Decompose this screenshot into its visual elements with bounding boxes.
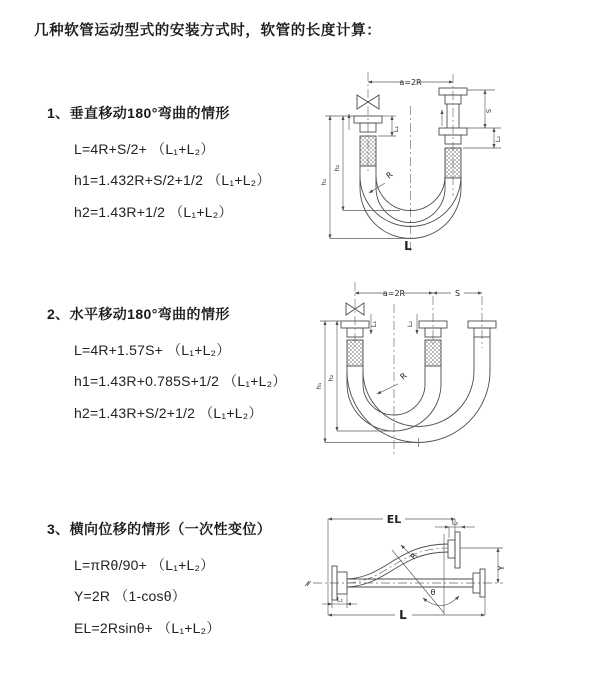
angle-arc <box>423 596 459 606</box>
dim-label-theta: θ <box>430 588 436 597</box>
reference-line <box>392 550 444 613</box>
dim-label-h2: h₂ <box>327 374 335 382</box>
dim-label-l1: L₁ <box>392 125 400 133</box>
dim-label-l: L <box>399 608 407 622</box>
page-title: 几种软管运动型式的安装方式时，软管的长度计算： <box>34 23 382 39</box>
dim-label-h2: h₂ <box>333 164 341 172</box>
dim-label-h1: h₁ <box>315 382 323 390</box>
break-mark <box>305 581 311 586</box>
dim-label-r: R <box>384 170 395 181</box>
section-3-heading: 3、横向位移的情形（一次性变位） <box>47 521 272 537</box>
diagram-vertical-move-180-bend <box>305 66 600 270</box>
formula-line: L=4R+1.57S+ （L₁+L₂） <box>74 341 231 358</box>
braided-hose-section <box>445 148 461 178</box>
dim-label-a2r: a=2R <box>382 289 406 298</box>
formula-line: h1=1.43R+0.785S+1/2 （L₁+L₂） <box>74 373 287 390</box>
dim-label-l1: L₁ <box>370 320 378 328</box>
braided-hose-section <box>347 340 363 366</box>
section-vertical-move <box>47 103 337 228</box>
formula-line: h1=1.432R+S/2+1/2 （L₁+L₂） <box>74 172 271 189</box>
hose-curve <box>347 552 448 587</box>
hose-arc <box>363 371 474 427</box>
section-2-heading: 2、水平移动180°弯曲的情形 <box>47 306 230 322</box>
braided-hose-section <box>425 340 441 366</box>
formula-line: h2=1.43R+S/2+1/2 （L₁+L₂） <box>74 404 263 421</box>
dim-label-s: S <box>454 289 461 298</box>
dim-label-r: R <box>408 551 420 562</box>
section-lateral-displacement <box>47 519 337 644</box>
formula-line: h2=1.43R+1/2 （L₁+L₂） <box>74 203 233 220</box>
diagram-lateral-displacement <box>295 498 600 666</box>
dim-label-a2r: a=2R <box>399 78 422 87</box>
flange <box>455 532 460 568</box>
dim-label-r: R <box>398 371 409 382</box>
dim-label-l1: L₁ <box>336 595 344 604</box>
formula-line: Y=2R （1-cosθ） <box>74 588 186 605</box>
diagram-horizontal-move-180-bend <box>305 276 600 474</box>
dim-label-h1: h₁ <box>320 178 328 186</box>
formula-line: EL=2Rsinθ+ （L₁+L₂） <box>74 619 221 636</box>
hose-arc <box>347 371 490 443</box>
dim-label-y: Y <box>497 565 506 571</box>
dim-label-l2: L₂ <box>494 135 502 143</box>
braided-hose-section <box>360 136 376 166</box>
dim-label-l2: L₂ <box>451 518 459 527</box>
dim-label-el: EL <box>386 513 402 526</box>
flange-hub <box>448 540 455 558</box>
section-1-heading: 1、垂直移动180°弯曲的情形 <box>47 105 230 121</box>
dim-label-l: L <box>404 239 412 253</box>
hose-arc <box>360 176 461 227</box>
dim-label-s: S <box>485 108 493 114</box>
dim-label-l2: L₂ <box>406 320 414 328</box>
formula-line: L=4R+S/2+ （L₁+L₂） <box>74 140 215 157</box>
formula-line: L=πRθ/90+ （L₁+L₂） <box>74 556 215 573</box>
section-horizontal-move <box>47 304 337 429</box>
